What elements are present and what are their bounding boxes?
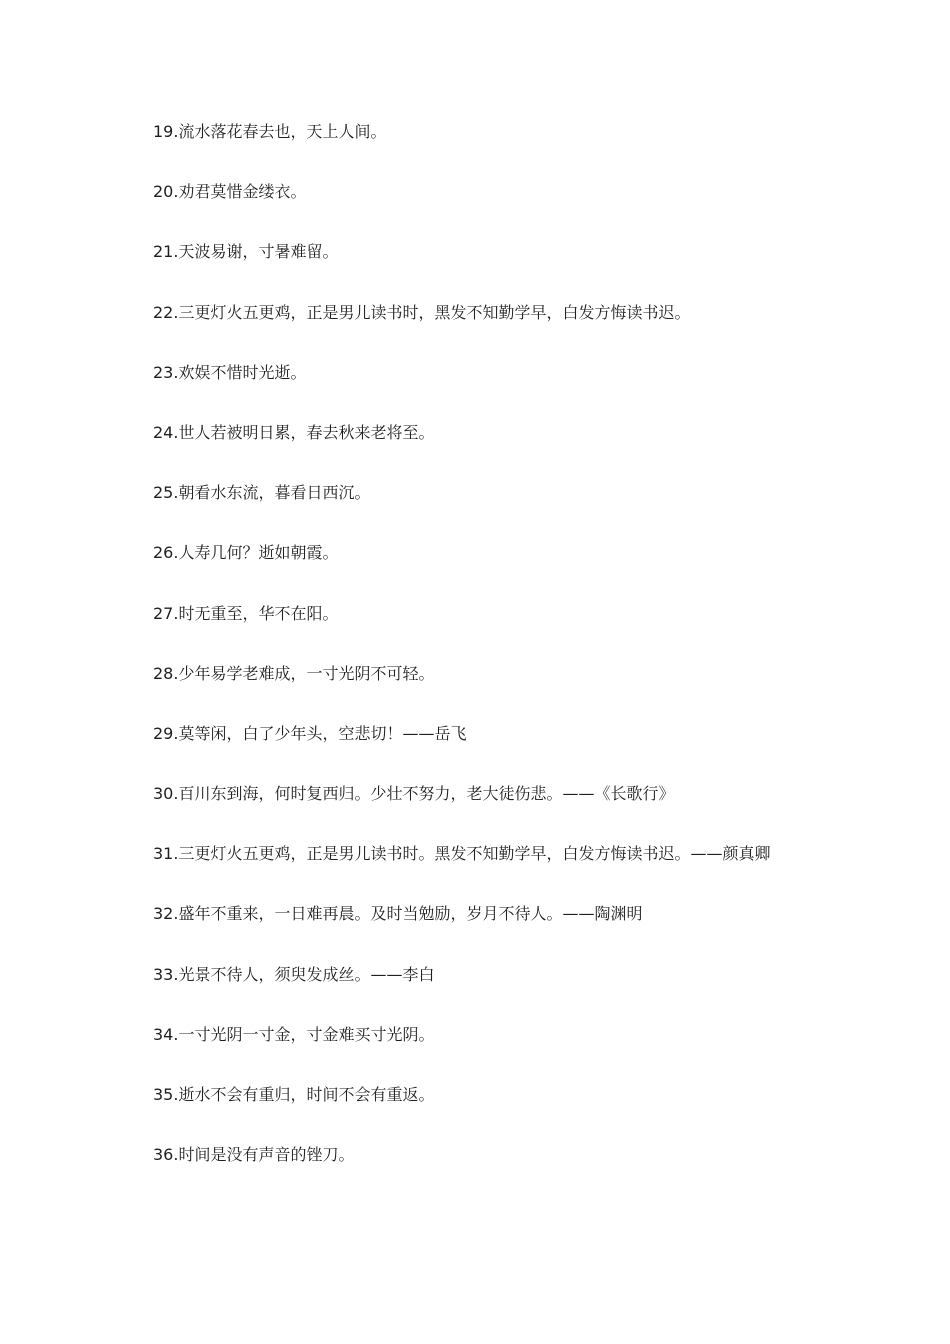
quote-item-28: 28.少年易学老难成，一寸光阴不可轻。 (153, 663, 435, 683)
quote-item-21: 21.天波易谢，寸暑难留。 (153, 242, 339, 262)
quote-item-25: 25.朝看水东流，暮看日西沉。 (153, 483, 371, 503)
quote-item-24: 24.世人若被明日累，春去秋来老将至。 (153, 422, 435, 442)
quote-item-23: 23.欢娱不惜时光逝。 (153, 362, 307, 382)
quote-item-31: 31.三更灯火五更鸡，正是男儿读书时。黑发不知勤学早，白发方悔读书迟。——颜真卿 (153, 844, 771, 864)
quote-item-29: 29.莫等闲，白了少年头，空悲切！——岳飞 (153, 723, 467, 743)
quote-item-34: 34.一寸光阴一寸金，寸金难买寸光阴。 (153, 1024, 435, 1044)
quote-item-36: 36.时间是没有声音的锉刀。 (153, 1145, 355, 1165)
quote-item-26: 26.人寿几何？逝如朝霞。 (153, 543, 339, 563)
quote-item-20: 20.劝君莫惜金缕衣。 (153, 182, 307, 202)
quote-item-27: 27.时无重至，华不在阳。 (153, 603, 339, 623)
quote-item-19: 19.流水落花春去也，天上人间。 (153, 122, 387, 141)
quote-item-33: 33.光景不待人，须臾发成丝。——李白 (153, 964, 435, 984)
quote-item-22: 22.三更灯火五更鸡，正是男儿读书时，黑发不知勤学早，白发方悔读书迟。 (153, 302, 691, 322)
quote-item-32: 32.盛年不重来，一日难再晨。及时当勉励，岁月不待人。——陶渊明 (153, 904, 643, 924)
quote-list (153, 117, 793, 1200)
quote-item-30: 30.百川东到海，何时复西归。少壮不努力，老大徒伤悲。——《长歌行》 (153, 784, 675, 804)
quote-item-35: 35.逝水不会有重归，时间不会有重返。 (153, 1085, 435, 1104)
